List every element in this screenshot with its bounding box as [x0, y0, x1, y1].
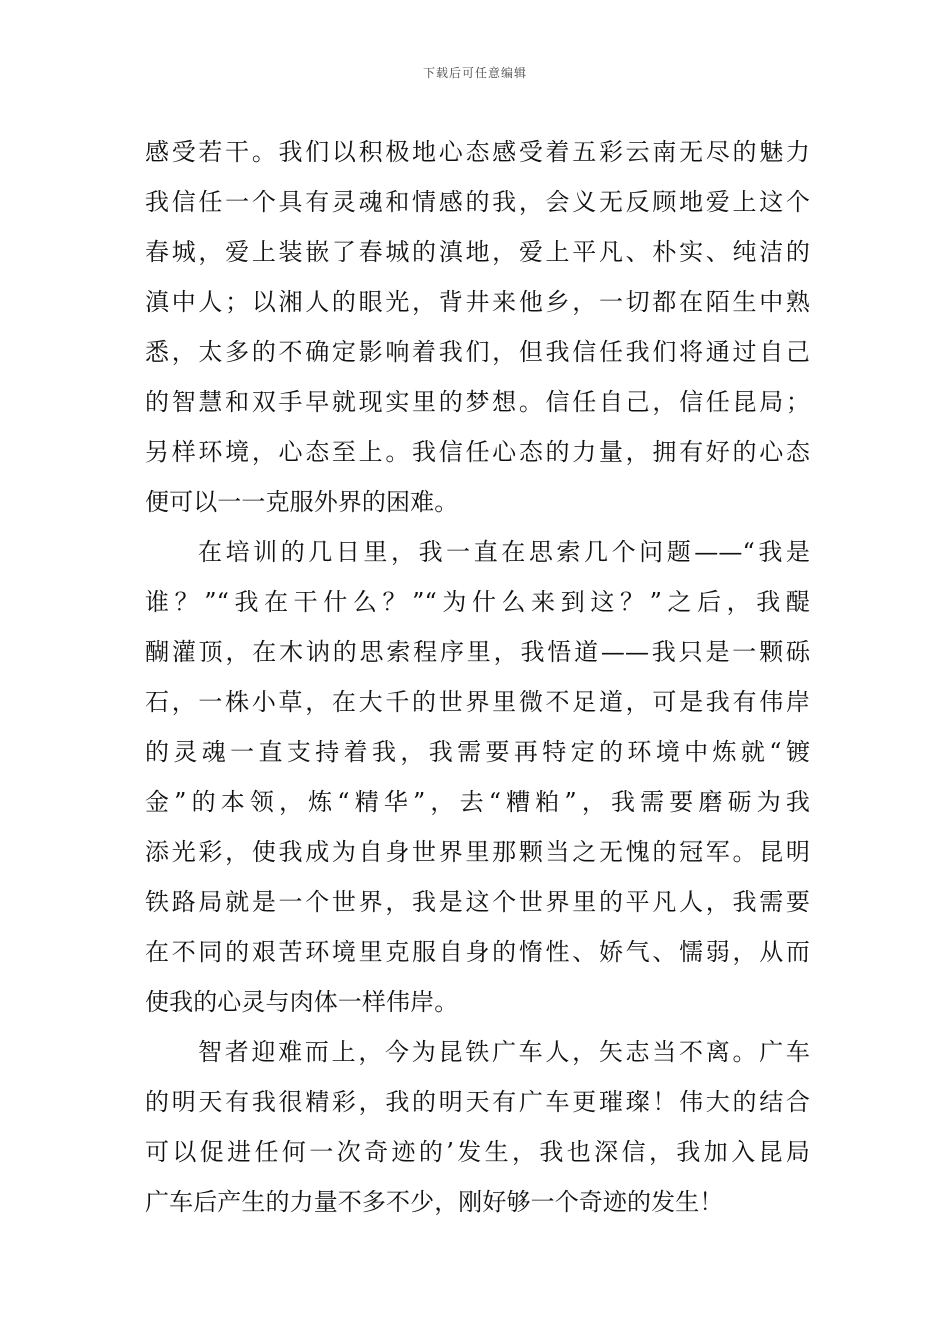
- text-line: 金”的本领，炼“精华”，去“糟粕”，我需要磨砺为我: [145, 788, 810, 816]
- paragraph-first-line: 智者迎难而上，今为昆铁广车人，矢志当不离。广车: [198, 1038, 810, 1066]
- document-body: [145, 127, 810, 1227]
- text-line: 广车后产生的力量不多不少，刚好够一个奇迹的发生！: [145, 1188, 724, 1216]
- text-line: 的明天有我很精彩，我的明天有广车更璀璨！伟大的结合: [145, 1088, 810, 1116]
- text-line: 在不同的艰苦环境里克服自身的惰性、娇气、懦弱，从而: [145, 938, 810, 966]
- text-line: 使我的心灵与肉体一样伟岸。: [145, 988, 459, 1016]
- text-line: 悉，太多的不确定影响着我们，但我信任我们将通过自己: [145, 338, 810, 366]
- paragraph-first-line: 在培训的几日里，我一直在思索几个问题——“我是: [198, 538, 810, 566]
- text-line: 滇中人；以湘人的眼光，背井来他乡，一切都在陌生中熟: [145, 288, 810, 316]
- text-line: 醐灌顶，在木讷的思索程序里，我悟道——我只是一颗砾: [145, 638, 810, 666]
- text-line: 我信任一个具有灵魂和情感的我，会义无反顾地爱上这个: [145, 188, 810, 216]
- text-line: 便可以一一克服外界的困难。: [145, 488, 459, 516]
- text-line: 的智慧和双手早就现实里的梦想。信任自己，信任昆局；: [145, 388, 810, 416]
- text-line: 石，一株小草，在大千的世界里微不足道，可是我有伟岸: [145, 688, 810, 716]
- text-line: 可以促进任何一次奇迹的’发生，我也深信，我加入昆局: [145, 1138, 810, 1166]
- page-header: 下载后可任意编辑: [422, 66, 527, 80]
- text-line: 春城，爱上装嵌了春城的滇地，爱上平凡、朴实、纯洁的: [145, 238, 810, 266]
- text-line: 谁？”“我在干什么？”“为什么来到这？”之后，我醍: [145, 588, 810, 616]
- text-line: 添光彩，使我成为自身世界里那颗当之无愧的冠军。昆明: [145, 838, 810, 866]
- text-line: 铁路局就是一个世界，我是这个世界里的平凡人，我需要: [145, 888, 810, 916]
- text-line: 感受若干。我们以积极地心态感受着五彩云南无尽的魅力: [145, 138, 810, 166]
- text-line: 的灵魂一直支持着我，我需要再特定的环境中炼就“镀: [145, 738, 810, 766]
- text-line: 另样环境，心态至上。我信任心态的力量，拥有好的心态: [145, 438, 810, 466]
